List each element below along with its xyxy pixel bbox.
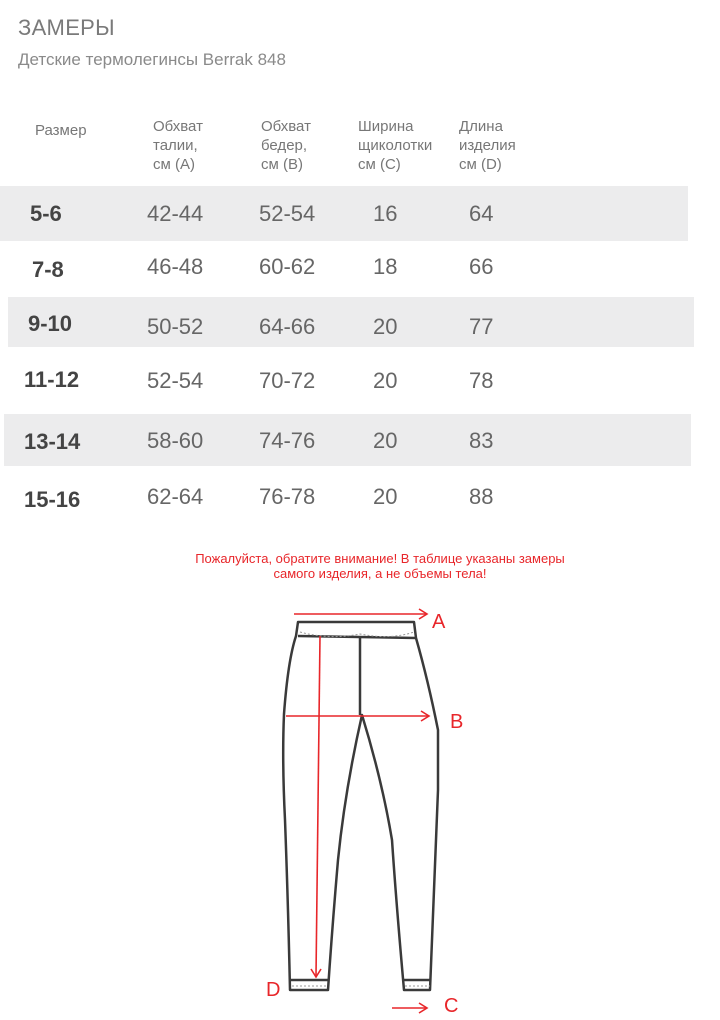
label-a: A [432,611,446,633]
hips-cell: 70-72 [259,368,316,393]
ankle-cell: 16 [373,201,398,226]
measurement-notice: Пожалуйста, обратите внимание! В таблице указаны замеры самого изделия, а не объемы тела! [195,551,565,581]
label-b: B [450,711,464,733]
ankle-cell: 20 [373,314,398,339]
waist-cell: 62-64 [147,484,204,509]
hips-cell: 52-54 [259,201,316,226]
waist-cell: 46-48 [147,254,204,279]
length-cell: 64 [469,201,494,226]
product-name: Детские термолегинсы Berrak 848 [18,50,286,69]
waist-cell: 42-44 [147,201,204,226]
ankle-cell: 20 [373,428,398,453]
size-cell: 7-8 [32,257,64,282]
hips-cell: 76-78 [259,484,316,509]
waist-cell: 52-54 [147,368,204,393]
header-hips: Обхват бедер, см (B) [261,118,311,173]
waist-cell: 50-52 [147,314,204,339]
length-cell: 78 [469,368,494,393]
leggings-outline-icon [283,622,438,990]
hips-cell: 60-62 [259,254,316,279]
length-cell: 77 [469,314,494,339]
waist-cell: 58-60 [147,428,204,453]
label-c: C [444,995,459,1017]
ankle-cell: 20 [373,368,398,393]
page-title: ЗАМЕРЫ [18,15,115,40]
length-cell: 83 [469,428,494,453]
header-ankle: Ширина щиколотки см (C) [358,118,433,173]
measure-arrows [286,609,429,1013]
length-cell: 66 [469,254,494,279]
hips-cell: 74-76 [259,428,316,453]
header-length: Длина изделия см (D) [459,118,516,173]
hips-cell: 64-66 [259,314,316,339]
ankle-cell: 20 [373,484,398,509]
size-cell: 15-16 [24,487,81,512]
size-cell: 9-10 [28,311,73,336]
header-size: Размер [35,122,87,139]
arrow-d [316,636,320,976]
length-cell: 88 [469,484,494,509]
header-waist: Обхват талии, см (A) [153,118,203,173]
size-cell: 5-6 [30,201,62,226]
ankle-cell: 18 [373,254,398,279]
label-d: D [266,979,281,1001]
size-cell: 13-14 [24,429,81,454]
size-cell: 11-12 [24,367,80,392]
